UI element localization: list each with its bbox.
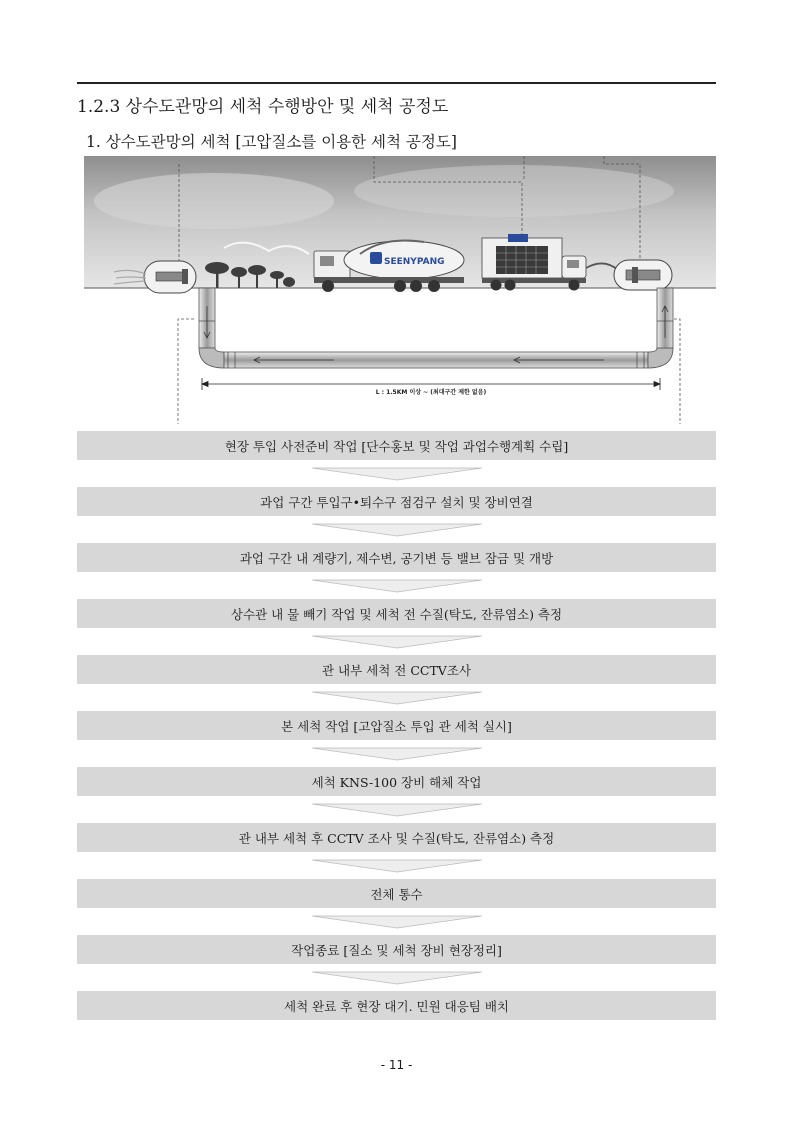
cleaning-process-diagram (84, 156, 716, 424)
step-10: 작업종료 [질소 및 세척 장비 현장정리] (77, 935, 716, 964)
page-number: - 11 - (380, 1058, 413, 1072)
down-arrow-icon (77, 908, 716, 935)
down-arrow-icon (77, 516, 716, 543)
step-6: 본 세척 작업 [고압질소 투입 관 세척 실시] (77, 711, 716, 740)
down-arrow-icon (77, 740, 716, 767)
process-flow (77, 431, 716, 1020)
step-5: 관 내부 세척 전 CCTV조사 (77, 655, 716, 684)
step-11: 세척 완료 후 현장 대기. 민원 대응팀 배치 (77, 991, 716, 1020)
outlet-fitting-right (614, 260, 672, 290)
down-arrow-icon (77, 572, 716, 599)
step-7: 세척 KNS-100 장비 해체 작업 (77, 767, 716, 796)
down-arrow-icon (77, 964, 716, 991)
truck-logo: SEENYPANG (384, 257, 445, 267)
step-3: 과업 구간 내 계량기, 제수변, 공기변 등 밸브 잠금 및 개방 (77, 543, 716, 572)
step-4: 상수관 내 물 빼기 작업 및 세척 전 수질(탁도, 잔류염소) 측정 (77, 599, 716, 628)
down-arrow-icon (77, 852, 716, 879)
section-title: 1.2.3 상수도관망의 세척 수행방안 및 세척 공정도 (77, 97, 449, 117)
step-8: 관 내부 세척 후 CCTV 조사 및 수질(탁도, 잔류염소) 측정 (77, 823, 716, 852)
header-rule (77, 82, 716, 84)
step-1: 현장 투입 사전준비 작업 [단수홍보 및 작업 과업수행계획 수립] (77, 431, 716, 460)
length-label: L : 1.5KM 이상 ~ (최대구간 제한 없음) (375, 389, 487, 396)
down-arrow-icon (77, 628, 716, 655)
down-arrow-icon (77, 796, 716, 823)
step-9: 전체 통수 (77, 879, 716, 908)
subsection-title: 1. 상수도관망의 세척 [고압질소를 이용한 세척 공정도] (86, 133, 457, 151)
down-arrow-icon (77, 460, 716, 487)
down-arrow-icon (77, 684, 716, 711)
step-2: 과업 구간 투입구•퇴수구 점검구 설치 및 장비연결 (77, 487, 716, 516)
